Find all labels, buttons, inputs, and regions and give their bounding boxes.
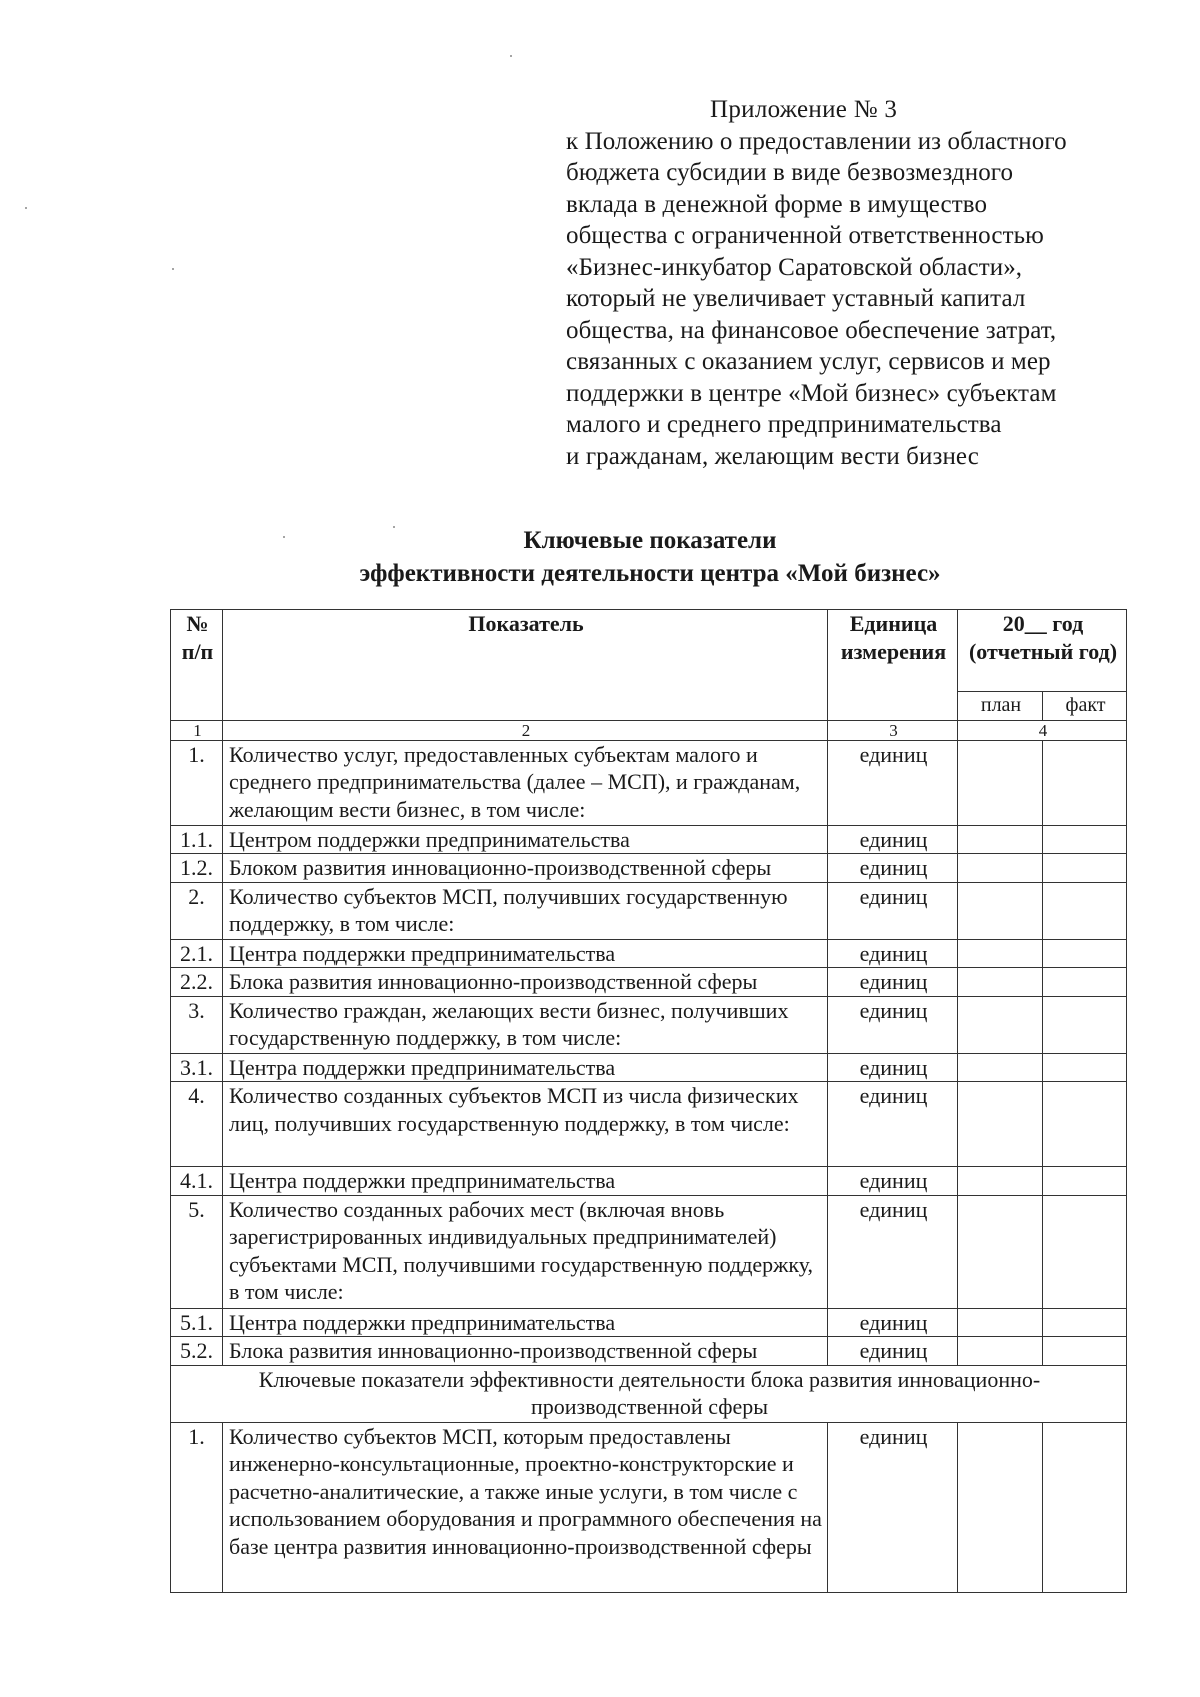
row-indicator: Центром поддержки предпринимательства	[223, 825, 828, 854]
row-unit: единиц	[828, 939, 958, 968]
table-row	[171, 1195, 1127, 1308]
column-index: 1	[171, 720, 223, 740]
row-unit: единиц	[828, 1308, 958, 1337]
header-unit: Единица измерения	[828, 610, 958, 721]
table-row	[171, 882, 1127, 939]
row-unit: единиц	[828, 1082, 958, 1167]
appendix-line: поддержки в центре «Мой бизнес» субъектам	[566, 379, 1057, 407]
row-fact	[1043, 1422, 1127, 1592]
table-row	[171, 968, 1127, 997]
table-row	[171, 1337, 1127, 1366]
appendix-line: и гражданам, желающим вести бизнес	[566, 442, 979, 470]
row-indicator: Блока развития инновационно-производственной сферы	[223, 968, 828, 997]
row-plan	[958, 1337, 1043, 1366]
row-unit: единиц	[828, 996, 958, 1053]
row-indicator: Блоком развития инновационно-производственной сферы	[223, 854, 828, 883]
kpi-table	[170, 609, 1127, 1593]
scan-speck	[25, 207, 27, 209]
row-plan	[958, 1082, 1043, 1167]
row-number: 5.1.	[171, 1308, 223, 1337]
table-row	[171, 996, 1127, 1053]
header-indicator: Показатель	[223, 610, 828, 721]
row-number: 5.2.	[171, 1337, 223, 1366]
appendix-line: «Бизнес-инкубатор Саратовской области»,	[566, 253, 1023, 281]
table-row	[171, 854, 1127, 883]
row-number: 4.1.	[171, 1167, 223, 1196]
row-plan	[958, 740, 1043, 825]
row-unit: единиц	[828, 1337, 958, 1366]
scan-speck	[283, 536, 285, 538]
row-indicator: Блока развития инновационно-производственной сферы	[223, 1337, 828, 1366]
column-index: 3	[828, 720, 958, 740]
row-fact	[1043, 882, 1127, 939]
row-fact	[1043, 1053, 1127, 1082]
appendix-line: вклада в денежной форме в имущество	[566, 190, 988, 218]
document-title-line: Ключевые показатели	[523, 527, 777, 554]
document-title-line: эффективности деятельности центра «Мой бизнес»	[359, 560, 941, 587]
appendix-block	[566, 94, 1126, 472]
row-fact	[1043, 1195, 1127, 1308]
row-fact	[1043, 1337, 1127, 1366]
row-indicator: Количество граждан, желающих вести бизнес, получивших государственную поддержку, в том числе:	[223, 996, 828, 1053]
row-indicator: Количество услуг, предоставленных субъектам малого и среднего предпринимательства (далее – МСП), и гражданам, желающим вести бизнес, в том числе:	[223, 740, 828, 825]
document-title	[170, 524, 1130, 590]
row-indicator: Центра поддержки предпринимательства	[223, 1308, 828, 1337]
row-indicator: Центра поддержки предпринимательства	[223, 1167, 828, 1196]
header-num: № п/п	[171, 610, 223, 721]
row-number: 2.2.	[171, 968, 223, 997]
appendix-line: малого и среднего предпринимательства	[566, 411, 1002, 438]
row-plan	[958, 996, 1043, 1053]
row-fact	[1043, 1082, 1127, 1167]
section-header-row	[171, 1365, 1127, 1422]
appendix-line: общества, на финансовое обеспечение затрат,	[566, 316, 1057, 344]
appendix-line: который не увеличивает уставный капитал	[566, 285, 1026, 312]
row-fact	[1043, 1308, 1127, 1337]
row-plan	[958, 825, 1043, 854]
scan-speck	[393, 526, 395, 528]
row-plan	[958, 1195, 1043, 1308]
row-unit: единиц	[828, 1167, 958, 1196]
table-row	[171, 1053, 1127, 1082]
row-number: 1.	[171, 740, 223, 825]
appendix-line: бюджета субсидии в виде безвозмездного	[566, 159, 1014, 186]
row-number: 3.	[171, 996, 223, 1053]
row-plan	[958, 882, 1043, 939]
column-index-row	[171, 720, 1127, 740]
row-number: 2.	[171, 882, 223, 939]
row-indicator: Центра поддержки предпринимательства	[223, 1053, 828, 1082]
appendix-line: к Положению о предоставлении из областного	[566, 127, 1067, 155]
row-indicator: Количество субъектов МСП, получивших государственную поддержку, в том числе:	[223, 882, 828, 939]
appendix-text	[566, 126, 1126, 473]
scan-speck	[510, 55, 512, 57]
table-row	[171, 1422, 1127, 1592]
row-indicator: Центра поддержки предпринимательства	[223, 939, 828, 968]
row-unit: единиц	[828, 1195, 958, 1308]
row-plan	[958, 1422, 1043, 1592]
appendix-line: общества с ограниченной ответственностью	[566, 222, 1044, 249]
row-number: 2.1.	[171, 939, 223, 968]
row-fact	[1043, 939, 1127, 968]
row-unit: единиц	[828, 882, 958, 939]
row-fact	[1043, 1167, 1127, 1196]
row-fact	[1043, 996, 1127, 1053]
row-unit: единиц	[828, 740, 958, 825]
row-number: 1.	[171, 1422, 223, 1592]
row-unit: единиц	[828, 1053, 958, 1082]
header-plan: план	[958, 692, 1043, 721]
table-row	[171, 825, 1127, 854]
appendix-line: связанных с оказанием услуг, сервисов и мер	[566, 348, 1051, 375]
row-unit: единиц	[828, 825, 958, 854]
row-number: 1.1.	[171, 825, 223, 854]
row-plan	[958, 1167, 1043, 1196]
row-plan	[958, 854, 1043, 883]
row-plan	[958, 1053, 1043, 1082]
row-unit: единиц	[828, 1422, 958, 1592]
row-plan	[958, 939, 1043, 968]
row-number: 4.	[171, 1082, 223, 1167]
header-fact: факт	[1043, 692, 1127, 721]
scan-speck	[172, 268, 174, 270]
section-title: Ключевые показатели эффективности деятельности блока развития инновационно-производственной сферы	[171, 1365, 1127, 1422]
row-number: 5.	[171, 1195, 223, 1308]
row-fact	[1043, 854, 1127, 883]
row-fact	[1043, 740, 1127, 825]
row-indicator: Количество созданных субъектов МСП из числа физических лиц, получивших государственную поддержку, в том числе:	[223, 1082, 828, 1167]
row-plan	[958, 1308, 1043, 1337]
row-plan	[958, 968, 1043, 997]
table-row	[171, 1082, 1127, 1167]
row-indicator: Количество созданных рабочих мест (включая вновь зарегистрированных индивидуальных предпринимателей) субъектами МСП, получившими государственную поддержку, в том числе:	[223, 1195, 828, 1308]
appendix-title: Приложение № 3	[710, 96, 898, 123]
table-row	[171, 1308, 1127, 1337]
row-unit: единиц	[828, 854, 958, 883]
row-number: 3.1.	[171, 1053, 223, 1082]
header-year: 20__ год (отчетный год)	[958, 610, 1127, 692]
table-row	[171, 740, 1127, 825]
row-fact	[1043, 825, 1127, 854]
row-indicator: Количество субъектов МСП, которым предоставлены инженерно-консультационные, проектно-конструкторские и расчетно-аналитические, а также иные услуги, в том числе с использованием оборудования и программного обеспечения на базе центра развития инновационно-производственной сферы	[223, 1422, 828, 1592]
column-index: 4	[958, 720, 1127, 740]
table-row	[171, 939, 1127, 968]
row-unit: единиц	[828, 968, 958, 997]
row-number: 1.2.	[171, 854, 223, 883]
column-index: 2	[223, 720, 828, 740]
table-row	[171, 1167, 1127, 1196]
row-fact	[1043, 968, 1127, 997]
